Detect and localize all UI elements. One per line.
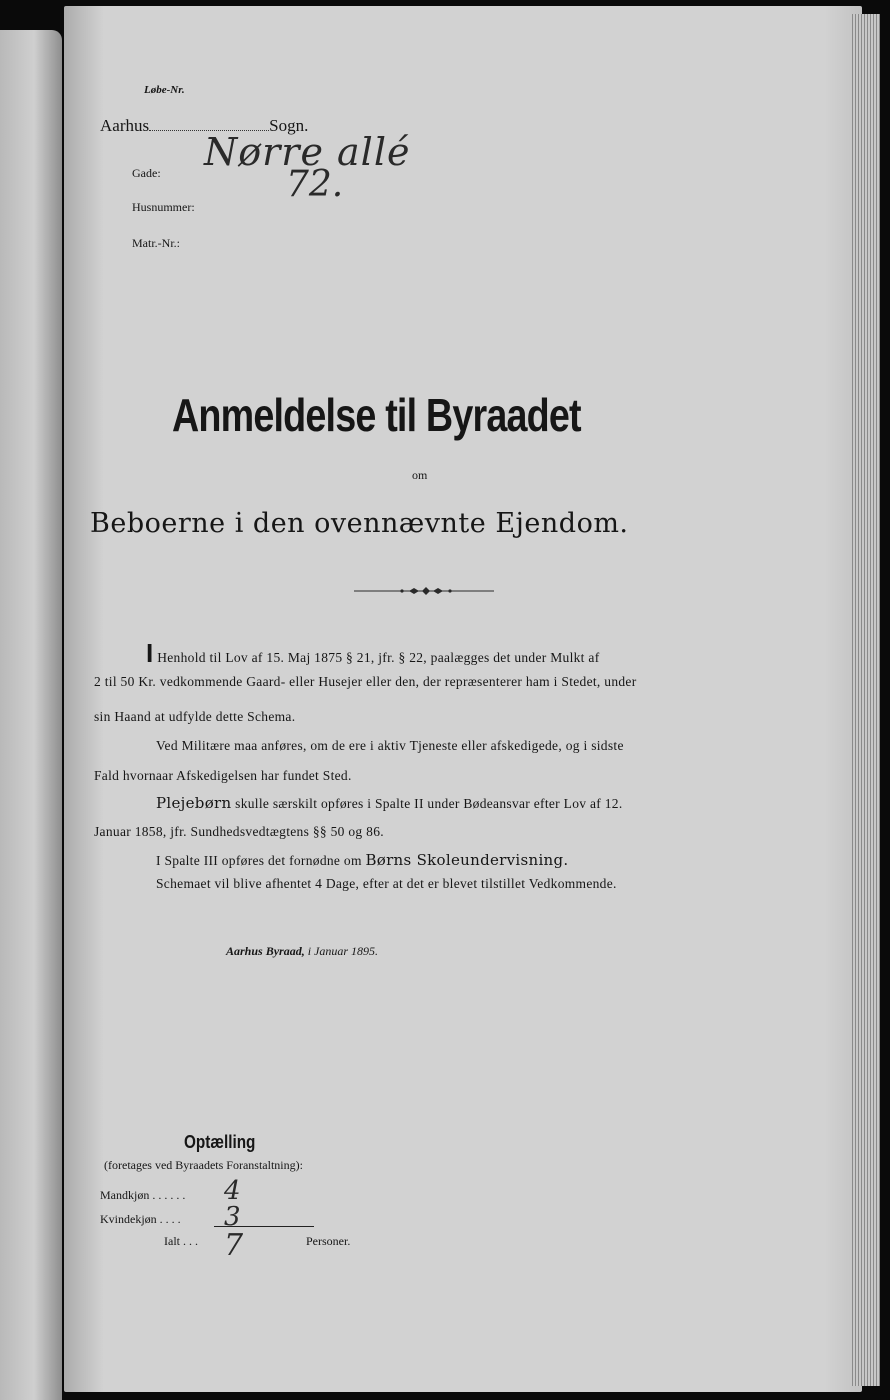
signature-date: i Januar 1895. [307,944,379,958]
gade-label: Gade: [132,166,161,180]
paragraph-5-line-1: Schemaet vil blive afhentet 4 Dage, efter at det er blevet tilstillet Vedkommende. [156,876,617,891]
paragraph-4-line-1 [156,851,569,869]
gade-handwritten-value: Nørre allé [204,130,411,174]
drop-cap: I [146,638,154,668]
kvindekjon-row: Kvindekjøn . . . . [100,1212,181,1226]
personer-label: Personer. [306,1234,351,1248]
mandkjon-value: 4 [224,1176,241,1206]
document-page [64,6,862,1392]
ialt-value: 7 [224,1228,244,1263]
optaelling-heading: Optælling [184,1132,256,1152]
mandkjon-label: Mandkjøn [100,1188,150,1202]
paragraph-3-text-1: skulle særskilt opføres i Spalte II under Bødeansvar efter Lov af 12. [235,796,623,811]
page-title: Anmeldelse til Byraadet [172,389,581,441]
skoleundervisning-emphasis: Børns Skoleundervisning. [365,851,569,869]
paragraph-3-line-2: Januar 1858, jfr. Sundhedsvedtægtens §§ 50 og 86. [94,824,384,839]
ialt-row: Ialt . . . [164,1234,198,1248]
sogn-label: Sogn. [269,116,309,135]
husnummer-handwritten-value: 72. [286,164,344,205]
husnummer-label: Husnummer: [132,200,195,214]
signature-issuer: Aarhus Byraad, [226,944,305,958]
signature-line [226,944,378,959]
sum-rule [214,1226,314,1227]
paragraph-4-text: I Spalte III opføres det fornødne om [156,853,362,868]
left-page-edge [0,30,62,1400]
kvindekjon-value: 3 [224,1202,241,1232]
paragraph-1-line-2: 2 til 50 Kr. vedkommende Gaard- eller Husejer eller den, der repræsenterer ham i Stedet, under [94,674,637,689]
ialt-label: Ialt [164,1234,180,1248]
paragraph-2-line-2: Fald hvornaar Afskedigelsen har fundet Sted. [94,768,352,783]
paragraph-1-line-3: sin Haand at udfylde dette Schema. [94,709,296,724]
kvindekjon-label: Kvindekjøn [100,1212,157,1226]
om-text: om [412,468,428,482]
paragraph-1-line-1 [146,638,600,669]
matr-nr-label: Matr.-Nr.: [132,236,180,250]
ornament-divider [354,584,494,598]
city-label: Aarhus [100,116,150,135]
lobe-nr-label: Løbe-Nr. [144,84,185,96]
page-subtitle: Beboerne i den ovennævnte Ejendom. [90,508,629,539]
paragraph-1-text-1: Henhold til Lov af 15. Maj 1875 § 21, jfr. § 22, paalægges det under Mulkt af [157,650,600,665]
page-stack-edges [850,14,880,1386]
plejeborn-emphasis: Plejebørn [156,794,232,812]
paragraph-2-line-1: Ved Militære maa anføres, om de ere i aktiv Tjeneste eller afskedigede, og i sidste [156,738,624,753]
optaelling-note: (foretages ved Byraadets Foranstaltning): [104,1158,303,1172]
paragraph-3-line-1 [156,794,623,812]
mandkjon-row: Mandkjøn . . . . . . [100,1188,186,1202]
